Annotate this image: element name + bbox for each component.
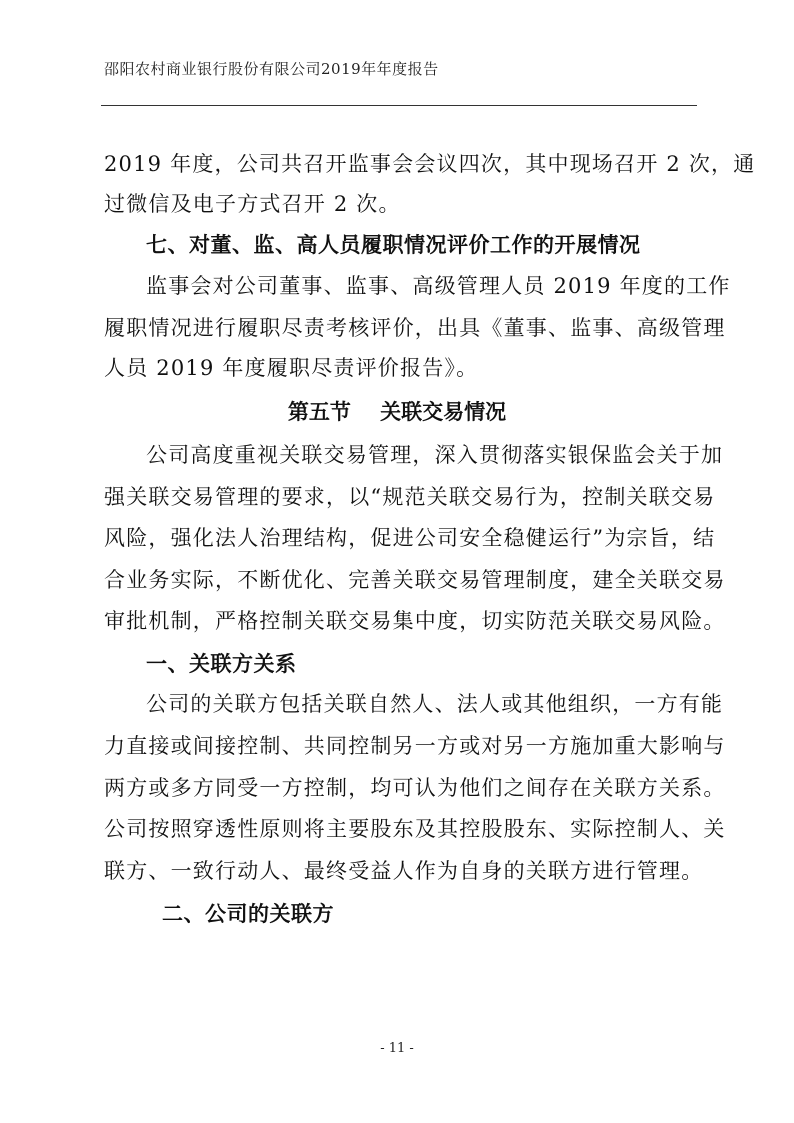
- subsection-heading-one: 一、关联方关系: [146, 652, 297, 676]
- paragraph-line: 审批机制，严格控制关联交易集中度，切实防范关联交易风险。: [104, 609, 726, 633]
- chapter-heading: 第五节 关联交易情况: [287, 400, 507, 424]
- paragraph-line: 联方、一致行动人、最终受益人作为自身的关联方进行管理。: [104, 859, 704, 883]
- paragraph-line: 两方或多方同受一方控制，均可认为他们之间存在关联方关系。: [104, 776, 726, 800]
- paragraph-line: 力直接或间接控制、共同控制另一方或对另一方施加重大影响与: [104, 734, 726, 758]
- paragraph-line: 合业务实际，不断优化、完善关联交易管理制度，建全关联交易: [104, 568, 726, 592]
- paragraph-line: 强关联交易管理的要求，以“规范关联交易行为，控制关联交易: [104, 485, 716, 509]
- paragraph-line: 人员 2019 年度履职尽责评价报告》。: [104, 356, 479, 380]
- paragraph-line: 过微信及电子方式召开 2 次。: [104, 192, 401, 216]
- paragraph-line: 2019 年度，公司共召开监事会会议四次，其中现场召开 2 次，通: [104, 152, 756, 176]
- page-number: - 11 -: [380, 1041, 414, 1056]
- subsection-heading-two: 二、公司的关联方: [162, 902, 334, 926]
- section-heading-seven: 七、对董、监、高人员履职情况评价工作的开展情况: [146, 233, 641, 257]
- header-divider: [101, 105, 697, 106]
- paragraph-line: 公司的关联方包括关联自然人、法人或其他组织，一方有能: [146, 692, 724, 716]
- paragraph-line: 风险，强化法人治理结构，促进公司安全稳健运行”为宗旨，结: [104, 526, 716, 550]
- paragraph-line: 履职情况进行履职尽责考核评价，出具《董事、监事、高级管理: [104, 316, 726, 340]
- paragraph-line: 公司按照穿透性原则将主要股东及其控股股东、实际控制人、关: [104, 817, 726, 841]
- running-header: 邵阳农村商业银行股份有限公司2019年年度报告: [104, 60, 439, 78]
- paragraph-line: 公司高度重视关联交易管理，深入贯彻落实银保监会关于加: [146, 443, 724, 467]
- paragraph-line: 监事会对公司董事、监事、高级管理人员 2019 年度的工作: [146, 274, 731, 298]
